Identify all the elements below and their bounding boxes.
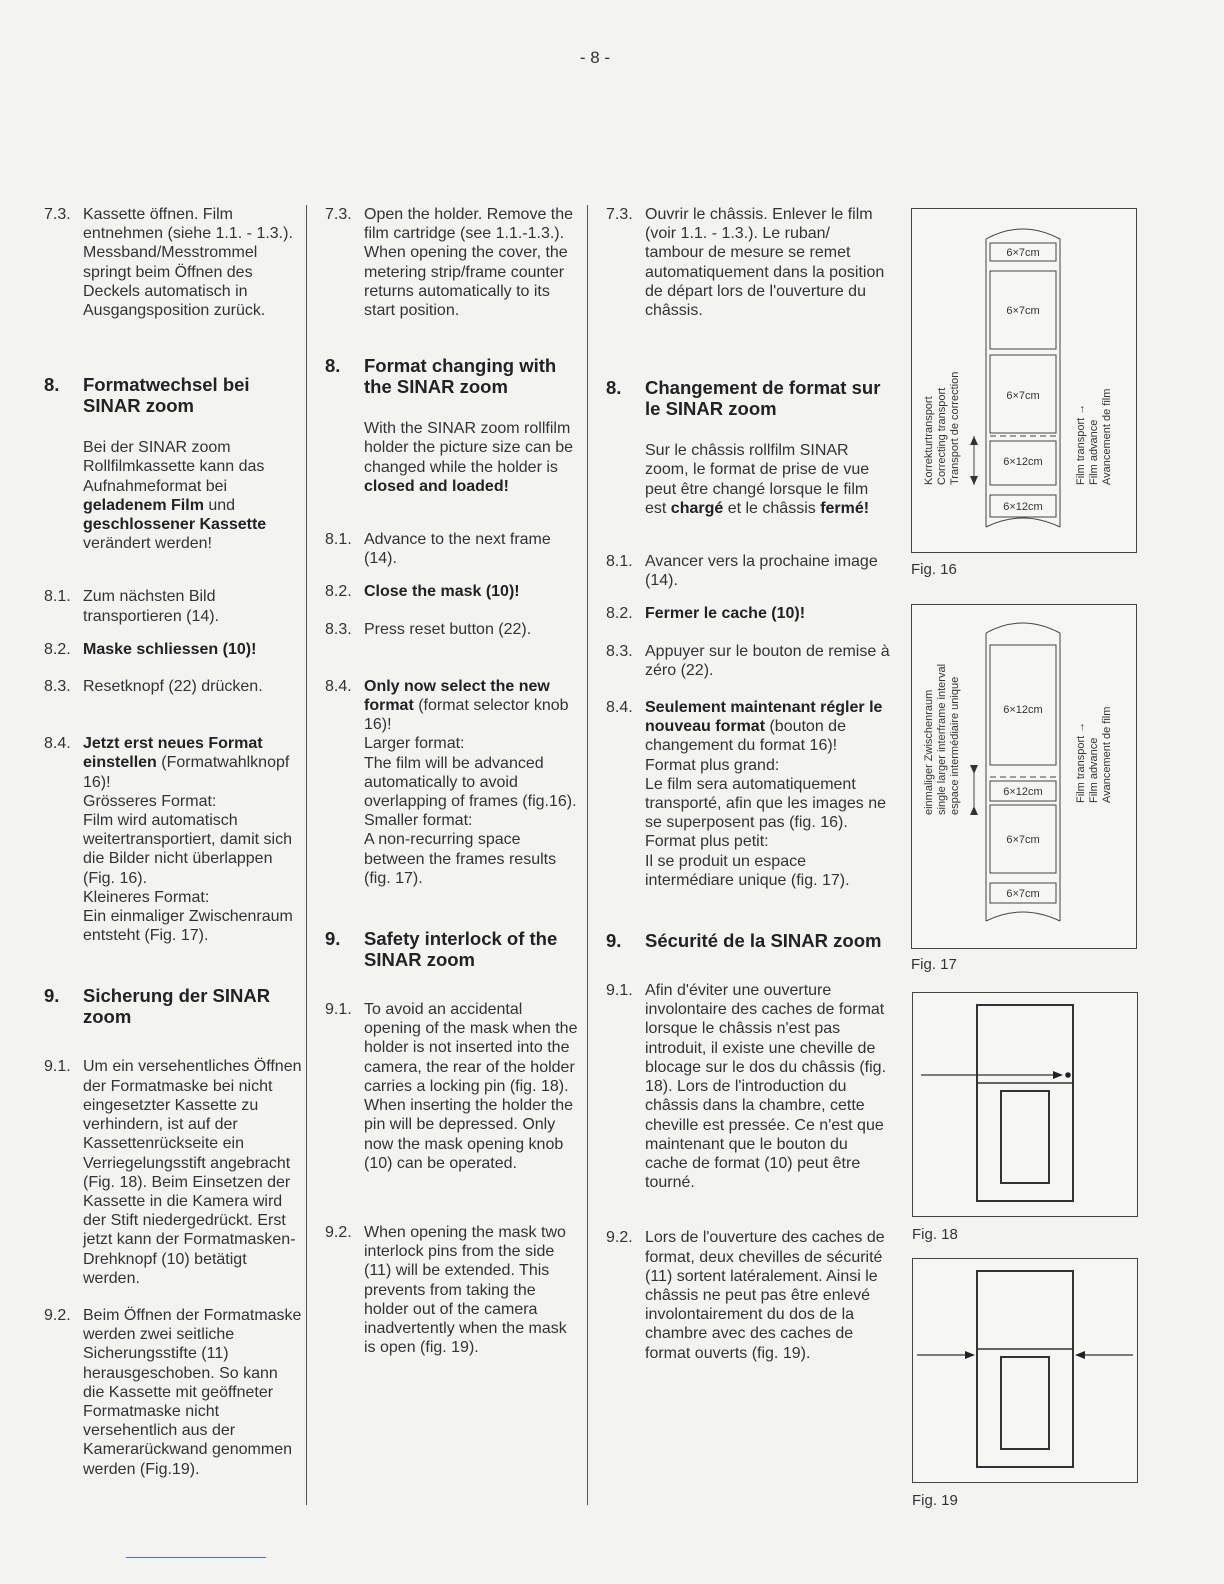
intro-8: With the SINAR zoom rollfilm holder the picture size can be changed while the holder is closed and loaded! bbox=[364, 420, 574, 495]
step-9-2: 9.2. Lors de l'ouverture des caches de format, deux chevilles de sécurité (11) sortent latéralement. Ainsi le châssis ne peut pas être enlevé involontairement du dos de la chambre avec des caches de format ouverts (fig. 19). bbox=[606, 1229, 885, 1362]
figure-16-diagram bbox=[912, 209, 1136, 552]
step-7-3: 7.3. Kassette öffnen. Film entnehmen (siehe 1.1. - 1.3.). Messband/Messtrommel springt beim Öffnen des Deckels automatisch in Ausgangsposition zurück. bbox=[44, 206, 293, 320]
step-8-1: 8.1. Zum nächsten Bild transportieren (14). bbox=[44, 588, 220, 625]
frame-label: 6×7cm bbox=[1006, 390, 1040, 402]
step-9-1: 9.1. Um ein versehentliches Öffnen der Formatmaske bei nicht eingesetzter Kassette zu verhindern, ist auf der Kassettenrückseite ein Verriegelungsstift angebracht (Fig. 18). Beim Einsetzen der Kassette in die Kamera wird der Stift niedergedrückt. Erst jetzt kann der Formatmasken-Drehknopf (10) betätigt werden. bbox=[44, 1058, 302, 1287]
side-label: espace intermédiaire unique bbox=[949, 676, 961, 815]
column-divider bbox=[306, 205, 307, 1505]
step-8-1: 8.1. Advance to the next frame (14). bbox=[325, 531, 551, 568]
side-label: Transport de correction bbox=[949, 371, 961, 485]
heading-9: 9. Sicherung der SINAR zoom bbox=[44, 985, 271, 1028]
figure-18-diagram bbox=[913, 993, 1137, 1216]
frame-label: 6×12cm bbox=[1003, 786, 1043, 798]
step-9-2: 9.2. Beim Öffnen der Formatmaske werden zwei seitliche Sicherungsstifte (11) herausgeschoben. So kann die Kassette mit geöffneter Formatmaske nicht versehentlich aus der Kamerarückwand genommen werden (Fig.19). bbox=[44, 1306, 302, 1478]
figure-16 bbox=[911, 208, 1137, 553]
step-8-2: 8.2. Close the mask (10)! bbox=[325, 583, 520, 601]
column-german bbox=[44, 205, 302, 1493]
figure-18 bbox=[912, 992, 1138, 1217]
intro-8: Bei der SINAR zoom Rollfilmkassette kann das Aufnahmeformat bei geladenem Film und geschlossener Kassette verändert werden! bbox=[83, 439, 267, 553]
frame-label: 6×7cm bbox=[1006, 247, 1040, 259]
step-8-4: 8.4. Only now select the new format (format selector knob 16)! Larger format: The film will be advanced automatically to avoid overlapping of frames (fig.16). Smaller format: A non-recurring space between the frames results (fig. 17). bbox=[325, 677, 577, 887]
figure-17 bbox=[911, 604, 1137, 949]
column-divider bbox=[587, 205, 588, 1505]
side-label: einmaliger Zwischenraum bbox=[923, 689, 935, 815]
figure-16-caption: Fig. 16 bbox=[911, 561, 957, 578]
frame-label: 6×7cm bbox=[1006, 888, 1040, 900]
figure-17-caption: Fig. 17 bbox=[911, 956, 957, 973]
step-8-1: 8.1. Avancer vers la prochaine image (14). bbox=[606, 553, 878, 590]
frame-label: 6×7cm bbox=[1006, 305, 1040, 317]
figure-19-diagram bbox=[913, 1259, 1137, 1482]
figure-18-caption: Fig. 18 bbox=[912, 1226, 958, 1243]
step-8-2: 8.2. Maske schliessen (10)! bbox=[44, 640, 257, 658]
column-french bbox=[606, 205, 891, 1377]
frame-label: 6×12cm bbox=[1003, 501, 1043, 513]
intro-8: Sur le châssis rollfilm SINAR zoom, le format de prise de vue peut être changé lorsque le film est chargé et le châssis fermé! bbox=[645, 442, 870, 517]
step-9-1: 9.1. To avoid an accidental opening of the mask when the holder is not inserted into the camera, the rear of the holder carries a locking pin (fig. 18). When inserting the holder the pin will be depressed. Only now the mask opening knob (10) can be operated. bbox=[325, 1001, 578, 1172]
step-8-3: 8.3. Press reset button (22). bbox=[325, 620, 532, 638]
side-label: single larger interframe interval bbox=[936, 663, 948, 815]
step-8-4: 8.4. Seulement maintenant régler le nouveau format (bouton de changement du format 16)! Format plus grand: Le film sera automatiquement transporté, afin que les images ne se superposent pas (fig. 16). Format plus petit: Il se produit un espace intermédiare unique (fig. 17). bbox=[606, 699, 887, 889]
side-label: Film advance bbox=[1088, 737, 1100, 803]
figure-17-diagram bbox=[912, 605, 1136, 948]
step-7-3: 7.3. Ouvrir le châssis. Enlever le film (voir 1.1. - 1.3.). Le ruban/ tambour de mesure se remet automatiquement dans la position de départ lors de l'ouverture du châssis. bbox=[606, 206, 885, 320]
bottom-mark bbox=[126, 1557, 266, 1558]
page-number: - 8 - bbox=[579, 48, 611, 67]
frame-label: 6×12cm bbox=[1003, 704, 1043, 716]
step-8-4: 8.4. Jetzt erst neues Format einstellen (Formatwahlknopf 16)! Grösseres Format: Film wird automatisch weitertransportiert, damit sich die Bilder nicht überlappen (Fig. 16). Kleineres Format: Ein einmaliger Zwischenraum entsteht (Fig. 17). bbox=[44, 735, 293, 945]
heading-9: 9. Safety interlock of the SINAR zoom bbox=[325, 928, 558, 971]
heading-8: 8. Changement de format sur le SINAR zoom bbox=[606, 377, 881, 420]
step-9-1: 9.1. Afin d'éviter une ouverture involontaire des caches de format lorsque le châssis n'est pas introduit, il existe une cheville de blocage sur le dos du châssis (fig. 18). Lors de l'introduction du châssis dans la chambre, cette cheville est pressée. Ce n'est que maintenant que le bouton du cache de format (10) peut être tourné. bbox=[606, 982, 887, 1192]
step-8-3: 8.3. Appuyer sur le bouton de remise à zéro (22). bbox=[606, 642, 890, 679]
frame-label: 6×12cm bbox=[1003, 456, 1043, 468]
figure-19-caption: Fig. 19 bbox=[912, 1492, 958, 1509]
step-7-3: 7.3. Open the holder. Remove the film cartridge (see 1.1.-1.3.). When opening the cover, the metering strip/frame counter returns automatically to its start position. bbox=[325, 206, 574, 320]
frame-label: 6×7cm bbox=[1006, 834, 1040, 846]
heading-8: 8. Formatwechsel bei SINAR zoom bbox=[44, 374, 250, 417]
side-label: Correcting transport bbox=[936, 387, 948, 485]
side-label: Film transport → bbox=[1075, 721, 1087, 803]
step-8-3: 8.3. Resetknopf (22) drücken. bbox=[44, 678, 263, 696]
heading-8: 8. Format changing with the SINAR zoom bbox=[325, 355, 557, 398]
side-label: Film advance bbox=[1088, 419, 1100, 485]
column-english bbox=[325, 205, 580, 1371]
step-8-2: 8.2. Fermer le cache (10)! bbox=[606, 605, 806, 623]
side-label: Korrekturtransport bbox=[923, 396, 935, 485]
side-label: Avancement de film bbox=[1101, 706, 1113, 803]
side-label: Film transport → bbox=[1075, 403, 1087, 485]
heading-9: 9. Sécurité de la SINAR zoom bbox=[606, 930, 882, 952]
side-label: Avancement de film bbox=[1101, 388, 1113, 485]
step-9-2: 9.2. When opening the mask two interlock pins from the side (11) will be extended. This prevents from taking the holder out of the camera inadvertently when the mask is open (fig. 19). bbox=[325, 1223, 567, 1357]
figure-19 bbox=[912, 1258, 1138, 1483]
